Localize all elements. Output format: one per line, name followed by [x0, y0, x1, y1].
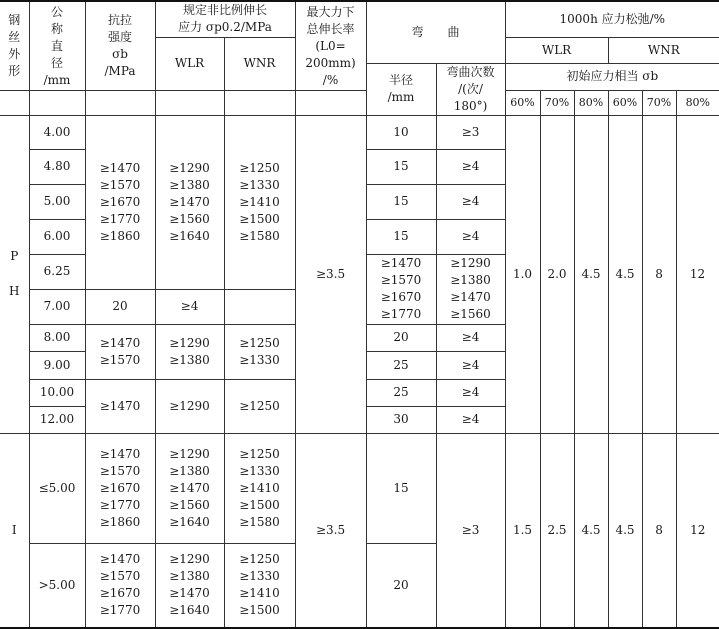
- diameter-cell: 6.00: [29, 219, 85, 254]
- table-row: [0, 433, 719, 543]
- diameter-cell: 10.00: [29, 379, 85, 406]
- relax-cell: 2.0: [540, 115, 574, 433]
- diameter-cell: 5.00: [29, 184, 85, 219]
- radius-cell: 20: [85, 289, 155, 324]
- relaxation-header: 1000h 应力松弛/%: [505, 1, 719, 37]
- diameter-header: 公 称 直 径 /mm: [29, 1, 85, 91]
- initial-stress-header: 初始应力相当 σb: [505, 63, 719, 91]
- radius-cell: 25: [366, 379, 436, 406]
- table-row: [0, 115, 719, 149]
- pct-cell: 70%: [642, 91, 676, 115]
- tensile-cell: ≥1470: [85, 379, 155, 433]
- relax-wlr-header: WLR: [505, 37, 608, 63]
- proof-wnr-header: WNR: [224, 37, 295, 91]
- bend-count-cell: ≥4: [436, 379, 505, 406]
- proof-stress-header: 规定非比例伸长 应力 σp0.2/MPa: [155, 1, 295, 37]
- relax-cell: 1.5: [505, 433, 540, 628]
- radius-cell: 30: [366, 406, 436, 433]
- tensile-cell: ≥1470 ≥1570 ≥1670 ≥1770 ≥1860: [85, 115, 155, 289]
- relax-cell: 8: [642, 115, 676, 433]
- proof-wnr-cell: ≥1250 ≥1330 ≥1410 ≥1500 ≥1580: [224, 433, 295, 543]
- relax-cell: 12: [676, 433, 719, 628]
- bend-count-cell: ≥4: [436, 149, 505, 184]
- radius-cell: 10: [366, 115, 436, 149]
- elongation-cell: ≥3.5: [295, 115, 366, 433]
- bend-count-cell: ≥3: [436, 433, 505, 628]
- bend-header: 弯 曲: [366, 1, 505, 63]
- radius-cell: 15: [366, 219, 436, 254]
- bend-count-cell: ≥4: [155, 289, 224, 324]
- proof-wnr-cell: ≥1250: [224, 379, 295, 433]
- relax-cell: 8: [642, 433, 676, 628]
- bend-count-cell: ≥4: [436, 184, 505, 219]
- blank-cell: [295, 91, 366, 115]
- diameter-cell: >5.00: [29, 543, 85, 628]
- i-shape-label: I: [0, 433, 29, 628]
- proof-wlr-cell: ≥1290 ≥1380 ≥1470 ≥1560 ≥1640: [155, 433, 224, 543]
- relax-cell: 4.5: [574, 433, 608, 628]
- diameter-cell: 6.25: [29, 254, 85, 289]
- pct-cell: 60%: [505, 91, 540, 115]
- diameter-cell: ≤5.00: [29, 433, 85, 543]
- bend-count-cell: ≥4: [436, 219, 505, 254]
- tensile-cell: ≥1470 ≥1570 ≥1670 ≥1770 ≥1860: [85, 433, 155, 543]
- blank-cell: [29, 91, 85, 115]
- radius-cell: 25: [366, 351, 436, 379]
- relax-cell: 4.5: [608, 115, 642, 433]
- relax-cell: 4.5: [608, 433, 642, 628]
- proof-wlr-cell: ≥1290 ≥1380 ≥1470 ≥1560 ≥1640: [155, 115, 224, 289]
- proof-wlr-cell: ≥1290: [155, 379, 224, 433]
- proof-wnr-cell: ≥1250 ≥1330: [224, 324, 295, 379]
- radius-cell: 20: [366, 324, 436, 351]
- bend-count-header: 弯曲次数 /(次/ 180°): [436, 63, 505, 115]
- radius-header: 半径 /mm: [366, 63, 436, 115]
- relax-wnr-header: WNR: [608, 37, 719, 63]
- relax-cell: 4.5: [574, 115, 608, 433]
- radius-cell: 15: [366, 184, 436, 219]
- pct-cell: 70%: [540, 91, 574, 115]
- bend-count-cell: ≥4: [436, 324, 505, 351]
- elongation-header: 最大力下 总伸长率 (L0= 200mm) /%: [295, 1, 366, 91]
- diameter-cell: 12.00: [29, 406, 85, 433]
- pct-cell: 60%: [608, 91, 642, 115]
- proof-wnr-cell: ≥1250 ≥1330 ≥1410 ≥1500: [224, 543, 295, 628]
- proof-wlr-cell: ≥1290 ≥1380 ≥1470 ≥1640: [155, 543, 224, 628]
- bend-count-cell: ≥3: [436, 115, 505, 149]
- diameter-cell: 8.00: [29, 324, 85, 351]
- bend-count-cell: ≥4: [436, 351, 505, 379]
- tensile-cell: ≥1470 ≥1570 ≥1670 ≥1770: [85, 543, 155, 628]
- proof-wlr-header: WLR: [155, 37, 224, 91]
- proof-wlr-cell: ≥1290 ≥1380 ≥1470 ≥1560: [436, 254, 505, 324]
- blank-cell: [224, 91, 295, 115]
- diameter-cell: 7.00: [29, 289, 85, 324]
- ph-shape-label: P H: [0, 115, 29, 433]
- relax-cell: 2.5: [540, 433, 574, 628]
- relax-cell: 12: [676, 115, 719, 433]
- diameter-cell: 4.80: [29, 149, 85, 184]
- elongation-cell: ≥3.5: [295, 433, 366, 628]
- tensile-header: 抗拉 强度 σb /MPa: [85, 1, 155, 91]
- bend-count-cell: ≥4: [436, 406, 505, 433]
- proof-wnr-cell: ≥1250 ≥1330 ≥1410 ≥1500 ≥1580: [224, 115, 295, 289]
- tensile-cell: ≥1470 ≥1570 ≥1670 ≥1770: [366, 254, 436, 324]
- blank-cell: [0, 91, 29, 115]
- shape-header: 钢 丝 外 形: [0, 1, 29, 91]
- diameter-cell: 9.00: [29, 351, 85, 379]
- relax-cell: 1.0: [505, 115, 540, 433]
- blank-cell: [85, 91, 155, 115]
- proof-wlr-cell: ≥1290 ≥1380: [155, 324, 224, 379]
- radius-cell: 20: [366, 543, 436, 628]
- blank-cell: [155, 91, 224, 115]
- tensile-cell: ≥1470 ≥1570: [85, 324, 155, 379]
- pct-cell: 80%: [574, 91, 608, 115]
- radius-cell: 15: [366, 149, 436, 184]
- diameter-cell: 4.00: [29, 115, 85, 149]
- pct-cell: 80%: [676, 91, 719, 115]
- radius-cell: 15: [366, 433, 436, 543]
